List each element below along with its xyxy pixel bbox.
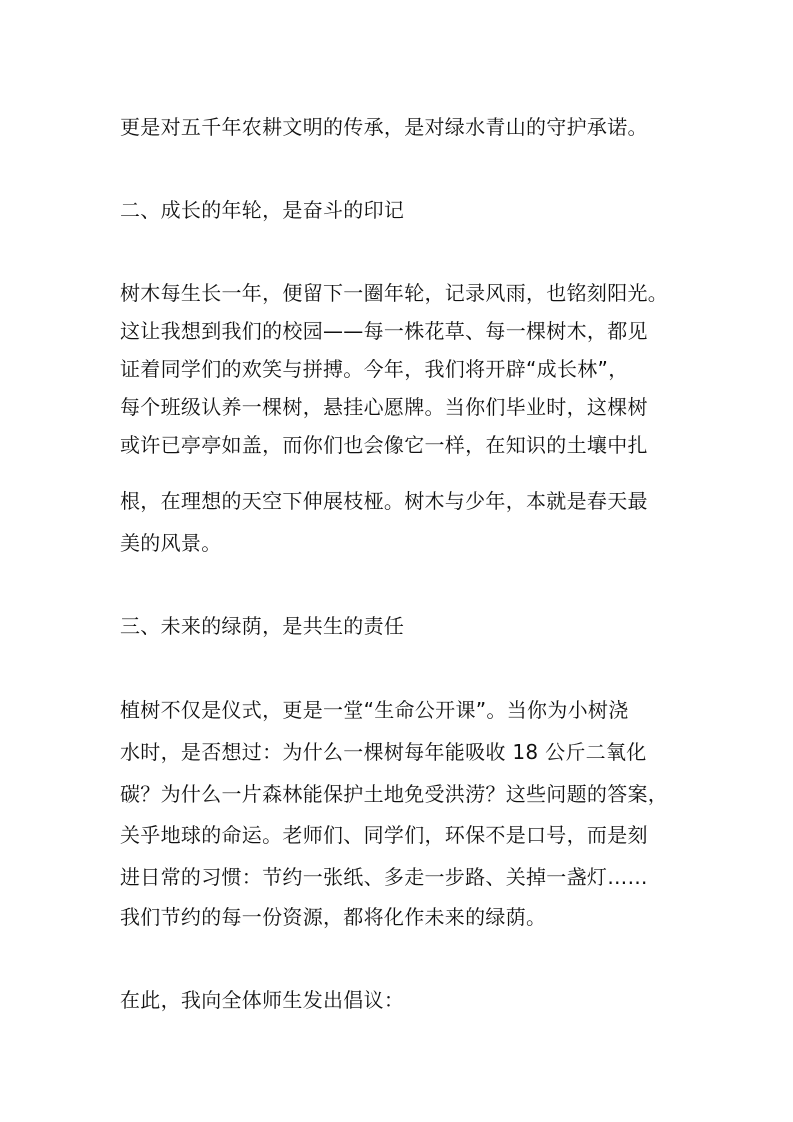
paragraph-line: 植树不仅是仪式，更是一堂“生命公开课”。当你为小树浇 (120, 698, 629, 722)
paragraph-line: 水时，是否想过：为什么一棵树每年能吸收 18 公斤二氧化 (120, 740, 647, 764)
paragraph-line: 进日常的习惯：节约一张纸、多走一步路、关掉一盏灯…… (120, 865, 648, 889)
paragraph-line: 在此，我向全体师生发出倡议： (120, 988, 405, 1012)
paragraph-line: 或许已亭亭如盖，而你们也会像它一样，在知识的土壤中扎 (120, 433, 648, 457)
paragraph-line: 碳？为什么一片森林能保护土地免受洪涝？这些问题的答案， (120, 782, 669, 806)
paragraph-line: 每个班级认养一棵树，悬挂心愿牌。当你们毕业时，这棵树 (120, 395, 648, 419)
paragraph-line: 根，在理想的天空下伸展枝桠。树木与少年，本就是春天最 (120, 489, 648, 513)
paragraph-line: 关乎地球的命运。老师们、同学们，环保不是口号，而是刻 (120, 823, 648, 847)
paragraph-line: 证着同学们的欢笑与拼搏。今年，我们将开辟“成长林”， (120, 357, 629, 381)
section-heading: 二、成长的年轮，是奋斗的印记 (120, 198, 405, 222)
paragraph-line: 树木每生长一年，便留下一圈年轮，记录风雨，也铭刻阳光。 (120, 281, 669, 305)
paragraph-line: 美的风景。 (120, 531, 222, 555)
paragraph-line: 我们节约的每一份资源，都将化作未来的绿荫。 (120, 905, 547, 929)
section-heading: 三、未来的绿荫，是共生的责任 (120, 614, 405, 638)
paragraph-line: 这让我想到我们的校园——每一株花草、每一棵树木，都见 (120, 319, 648, 343)
paragraph-line: 更是对五千年农耕文明的传承，是对绿水青山的守护承诺。 (120, 115, 648, 139)
